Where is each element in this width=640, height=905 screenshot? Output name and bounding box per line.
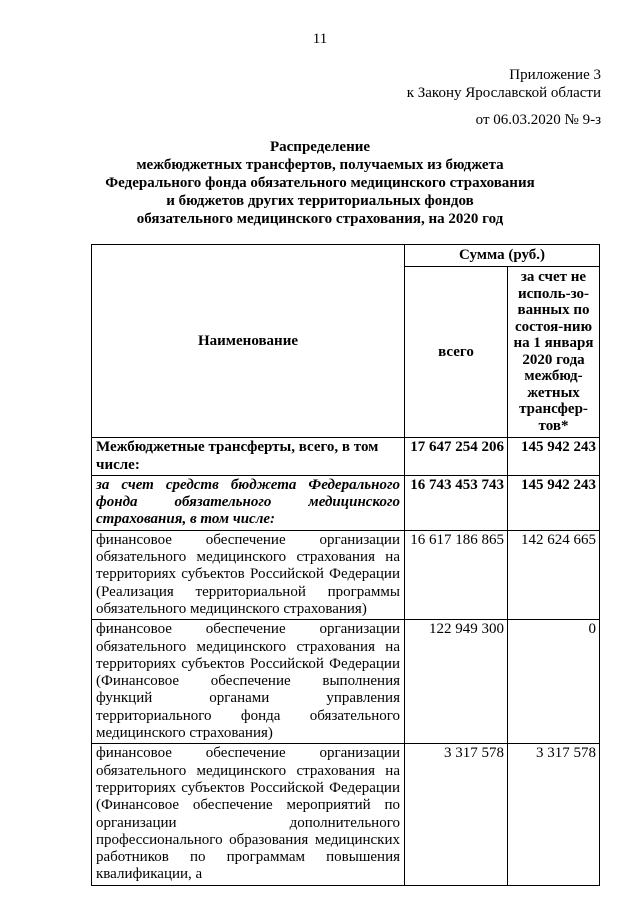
document-title [60, 138, 580, 228]
title-line: обязательного медицинского страхования, на 2020 год [136, 211, 504, 227]
row-total: 16 617 186 865 [405, 530, 508, 619]
title-line: и бюджетов других территориальных фондов [166, 193, 474, 209]
header-unused: за счет не исполь-зо-ванных по состоя-нию на 1 января 2020 года межбюд-жетных трансфер-тов* [508, 267, 600, 438]
table-row [92, 744, 600, 885]
header-name: Наименование [92, 245, 405, 438]
row-unused: 142 624 665 [508, 530, 600, 619]
row-total: 17 647 254 206 [405, 438, 508, 476]
table-row [92, 620, 600, 744]
appendix-date: от 06.03.2020 № 9-з [475, 112, 601, 128]
table-row [92, 530, 600, 619]
row-total: 16 743 453 743 [405, 475, 508, 530]
table-row [92, 438, 600, 476]
appendix-law: к Закону Ярославской области [406, 85, 601, 101]
page-number: 11 [312, 31, 328, 47]
row-total: 3 317 578 [405, 744, 508, 885]
row-name: финансовое обеспечение организации обязательного медицинского страхования на территориях субъектов Российской Федерации (Финансовое обеспечение мероприятий по организации дополнительного профессионального образования медицинских работников по программам повышения квалификации, а [92, 744, 405, 885]
title-line: Федерального фонда обязательного медицинского страхования [105, 175, 535, 191]
row-unused: 145 942 243 [508, 475, 600, 530]
row-unused: 0 [508, 620, 600, 744]
appendix-label: Приложение 3 [509, 67, 601, 83]
header-total: всего [405, 267, 508, 438]
row-name: Межбюджетные трансферты, всего, в том числе: [92, 438, 405, 476]
row-name: финансовое обеспечение организации обязательного медицинского страхования на территориях субъектов Российской Федерации (Финансовое обеспечение выполнения функций органами управления территориального фонда обязательного медицинского страхования) [92, 620, 405, 744]
title-line: Распределение [269, 139, 371, 155]
table-row [92, 475, 600, 530]
row-name: за счет средств бюджета Федерального фонда обязательного медицинского страхования, в том числе: [92, 475, 405, 530]
row-name: финансовое обеспечение организации обязательного медицинского страхования на территориях субъектов Российской Федерации (Реализация территориальной программы обязательного медицинского страхования) [92, 530, 405, 619]
header-sum: Сумма (руб.) [405, 245, 600, 267]
row-total: 122 949 300 [405, 620, 508, 744]
title-line: межбюджетных трансфертов, получаемых из бюджета [136, 157, 504, 173]
row-unused: 3 317 578 [508, 744, 600, 885]
transfers-table [91, 244, 600, 886]
row-unused: 145 942 243 [508, 438, 600, 476]
